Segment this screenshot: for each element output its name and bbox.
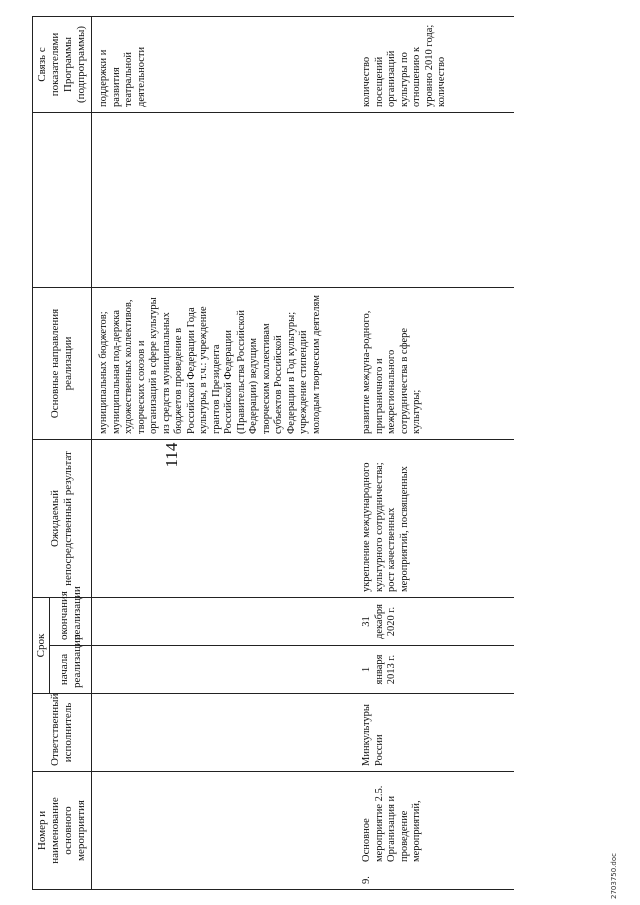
row-title: Основное мероприятие 2.5. Организация и проведение мероприятий, xyxy=(361,785,422,862)
page-number: 114 xyxy=(162,442,181,468)
cell-link: количество посещений организаций культуры по отношению к уровню 2010 года; количество xyxy=(351,17,514,113)
cell-start xyxy=(92,646,352,694)
cell-end: 31 декабря 2020 г. xyxy=(351,598,514,646)
row-number: 9. xyxy=(361,876,372,884)
cell-name xyxy=(351,772,514,890)
cell-start: 1 января 2013 г. xyxy=(351,646,514,694)
cell-executor xyxy=(92,694,352,772)
header-executor: Ответственный исполнитель xyxy=(33,694,92,772)
cell-name xyxy=(92,772,352,890)
header-gap xyxy=(33,113,92,288)
cell-directions: муниципальных бюджетов; муниципальная под-держка художественных коллективов, творческих союзов и организаций в сфере культуры из средств муниципальных бюджетов проведение в Российской Федерации Года культуры, в т.ч.: учреждение грантов Президента Российской Федерации (Правительства Российской Федерации) ведущим творческим коллективам субъектов Российской Федерации в Год культуры; учреждение стипендий молодым творческим деятелям xyxy=(92,288,352,440)
cell-link: поддержки и развития театральной деятельности xyxy=(92,17,352,113)
cell-gap xyxy=(92,113,352,288)
header-term: Срок xyxy=(33,598,50,694)
header-link: Связь с показателями Программы (подпрограммы) xyxy=(33,17,92,113)
table-row xyxy=(92,17,352,890)
cell-result: укрепление международного культурного сотрудничества; рост качественных мероприятий, посвященных xyxy=(351,440,514,598)
cell-gap xyxy=(351,113,514,288)
document-code: 2703750.doc xyxy=(610,853,618,899)
rotated-page xyxy=(0,5,640,905)
header-name: Номер и наименование основного мероприятия xyxy=(33,772,92,890)
header-directions: Основные направления реализации xyxy=(33,288,92,440)
program-table xyxy=(32,16,514,890)
table-row xyxy=(351,17,514,890)
cell-end xyxy=(92,598,352,646)
header-start: начала реализации xyxy=(50,646,92,694)
cell-result xyxy=(92,440,352,598)
cell-directions: развитие междуна-родного, приграничного и межрегионального сотрудничества в сфере культуры; xyxy=(351,288,514,440)
cell-executor: Минкультуры России xyxy=(351,694,514,772)
header-result: Ожидаемый непосредственный результат xyxy=(33,440,92,598)
header-end: окончания реализации xyxy=(50,598,92,646)
